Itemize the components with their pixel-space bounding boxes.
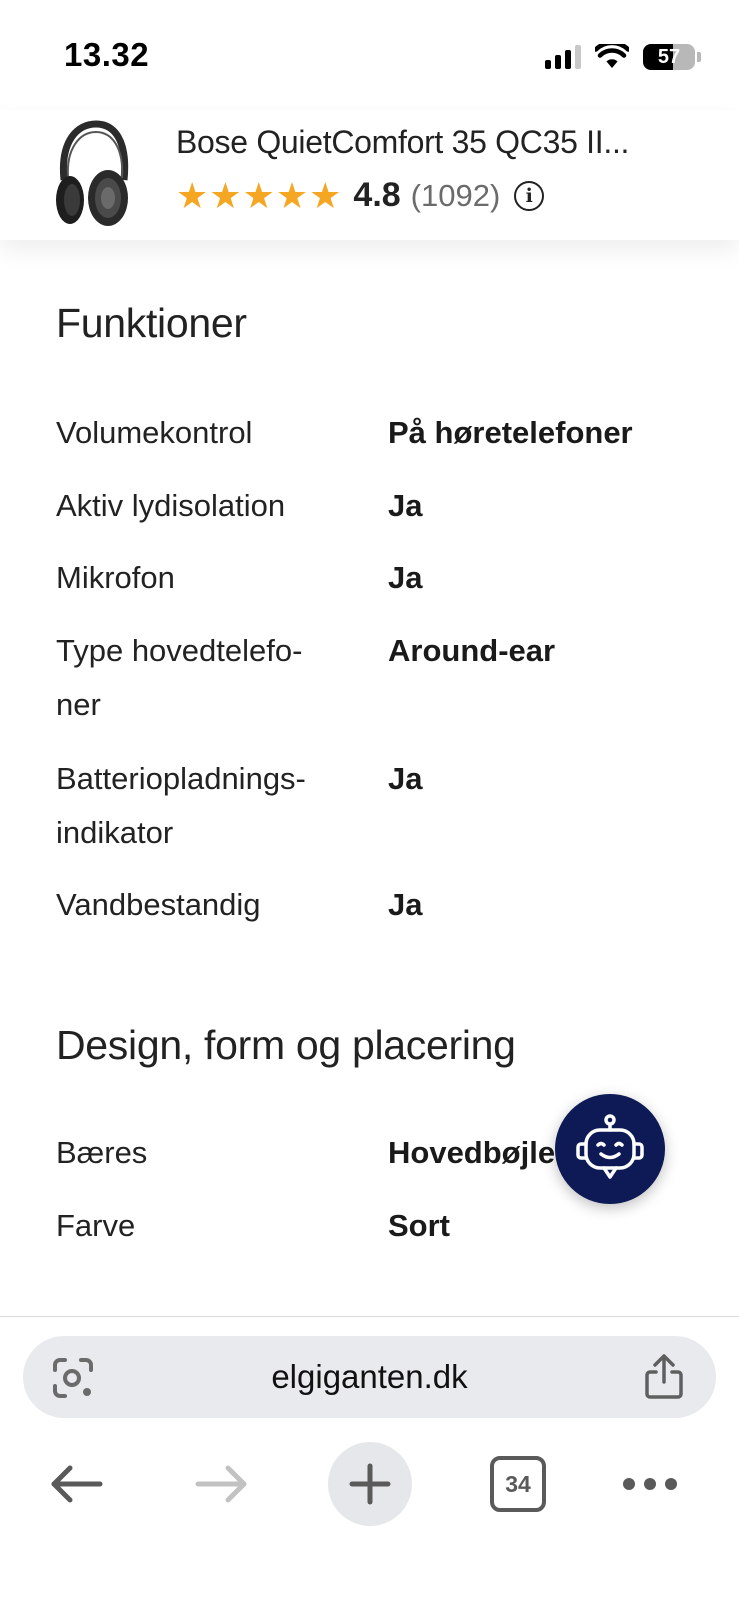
review-count[interactable]: (1092) (410, 177, 501, 213)
rating-stars (176, 174, 342, 216)
forward-icon (194, 1462, 250, 1506)
tabs-button[interactable] (488, 1442, 548, 1526)
star-icon: ★ (275, 174, 309, 216)
chatbot-button[interactable] (555, 1094, 665, 1204)
url-text[interactable]: elgiganten.dk (271, 1358, 468, 1395)
spec-value: På høretelefoner (388, 415, 633, 450)
browser-toolbar (0, 1316, 739, 1600)
spec-value: Ja (388, 560, 423, 595)
section-title-design: Design, form og placering (56, 1022, 516, 1068)
spec-value: Ja (388, 887, 423, 922)
status-bar (0, 0, 739, 110)
spec-label: Vandbestandig (56, 887, 261, 922)
star-icon: ★ (309, 174, 342, 216)
spec-value: Hovedbøjle (388, 1135, 556, 1170)
rating-value: 4.8 (353, 176, 401, 214)
battery-tip (697, 52, 701, 62)
star-icon: ★ (176, 174, 209, 216)
new-tab-button[interactable] (328, 1442, 412, 1526)
more-icon (622, 1477, 678, 1491)
plus-icon (348, 1462, 392, 1506)
spec-label: Type hovedtelefo- ner (56, 633, 303, 722)
product-image[interactable] (52, 118, 132, 230)
spec-value: Ja (388, 761, 423, 796)
info-icon[interactable]: i (514, 181, 544, 211)
chatbot-icon (569, 1108, 651, 1190)
section-title-funktioner: Funktioner (56, 300, 247, 346)
spec-label: Batteriopladnings- indikator (56, 761, 306, 850)
spec-label: Bæres (56, 1135, 148, 1170)
wifi-icon (595, 44, 629, 70)
rating-row[interactable] (176, 176, 544, 215)
star-icon: ★ (242, 174, 275, 216)
spec-label: Mikrofon (56, 560, 175, 595)
share-icon[interactable] (642, 1352, 686, 1400)
spec-label: Farve (56, 1208, 136, 1243)
product-title[interactable]: Bose QuietComfort 35 QC35 II... (176, 124, 630, 160)
signal-icon (545, 45, 581, 69)
spec-value: Ja (388, 488, 423, 523)
battery-level: 57 (657, 46, 681, 68)
browser-nav-row (0, 1442, 739, 1542)
status-icons (545, 44, 701, 70)
spec-value: Around-ear (388, 633, 556, 668)
more-button[interactable] (620, 1442, 680, 1526)
spec-value: Sort (388, 1208, 450, 1243)
star-icon: ★ (209, 174, 242, 216)
status-time: 13.32 (64, 36, 150, 73)
product-header[interactable] (0, 110, 739, 240)
tabs-icon: 34 (490, 1456, 546, 1512)
spec-label: Volumekontrol (56, 415, 253, 450)
back-icon (48, 1462, 104, 1506)
back-button[interactable] (44, 1442, 108, 1526)
forward-button[interactable] (190, 1442, 254, 1526)
spec-label: Aktiv lydisolation (56, 488, 286, 523)
battery-icon (643, 44, 695, 70)
address-bar[interactable] (23, 1336, 716, 1418)
